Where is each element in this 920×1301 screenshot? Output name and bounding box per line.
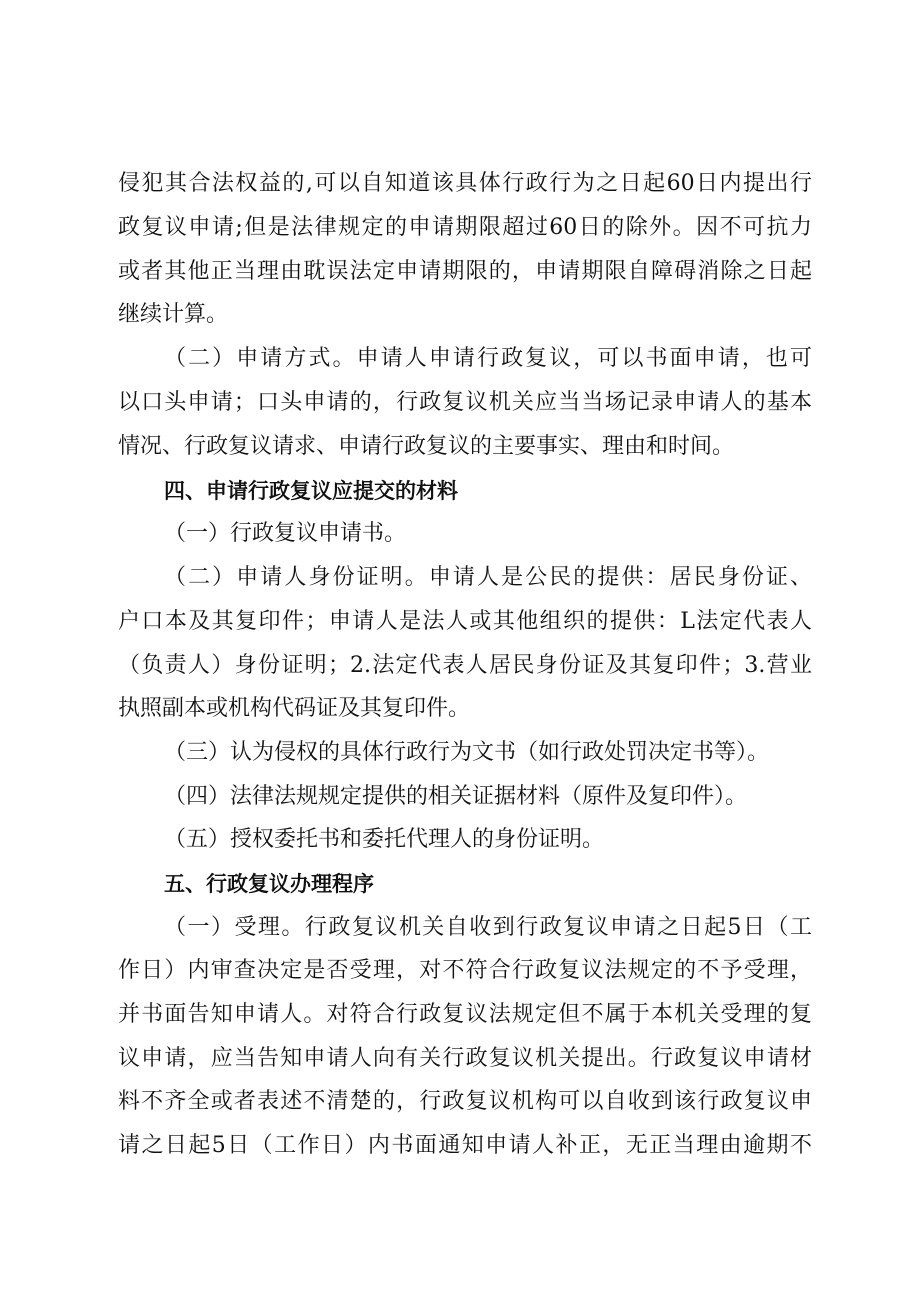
paragraph-line: 执照副本或机构代码证及其复印件。 xyxy=(118,696,471,721)
paragraph-line: 议申请，应当告知申请人向有关行政复议机关提出。行政复议申请材 xyxy=(118,1046,812,1071)
list-item: （三）认为侵权的具体行政行为文书（如行政处罚决定书等）。 xyxy=(164,740,770,765)
paragraph-line: 政复议申请;但是法律规定的申请期限超过60日的除外。因不可抗力 xyxy=(118,215,812,240)
list-item: （四）法律法规规定提供的相关证据材料（原件及复印件）。 xyxy=(164,784,748,809)
list-item: （一）行政复议申请书。 xyxy=(164,521,407,546)
paragraph-line: （二）申请方式。申请人申请行政复议，可以书面申请，也可 xyxy=(164,346,812,371)
paragraph-line: 侵犯其合法权益的,可以自知道该具体行政行为之日起60日内提出行 xyxy=(118,171,812,196)
paragraph-line: 以口头申请；口头申请的，行政复议机关应当当场记录申请人的基本 xyxy=(118,390,812,415)
paragraph-line: 继续计算。 xyxy=(118,302,229,327)
section-heading: 四、申请行政复议应提交的材料 xyxy=(164,479,458,503)
paragraph-line: 请之日起5日（工作日）内书面通知申请人补正，无正当理由逾期不 xyxy=(118,1133,812,1158)
paragraph-line: （负责人）身份证明；2.法定代表人居民身份证及其复印件；3.营业 xyxy=(118,653,812,678)
paragraph-line: 料不齐全或者表述不清楚的，行政复议机构可以自收到该行政复议申 xyxy=(118,1089,812,1114)
paragraph-line: （一）受理。行政复议机关自收到行政复议申请之日起5日（工 xyxy=(164,915,812,940)
list-item: （五）授权委托书和委托代理人的身份证明。 xyxy=(164,827,605,852)
paragraph-line: （二）申请人身份证明。申请人是公民的提供：居民身份证、 xyxy=(164,565,812,590)
paragraph-line: 情况、行政复议请求、申请行政复议的主要事实、理由和时间。 xyxy=(118,434,735,459)
paragraph-line: 并书面告知申请人。对符合行政复议法规定但不属于本机关受理的复 xyxy=(118,1002,812,1027)
paragraph-line: 户口本及其复印件；申请人是法人或其他组织的提供：L法定代表人 xyxy=(118,609,812,634)
section-heading: 五、行政复议办理程序 xyxy=(164,872,374,896)
paragraph-line: 或者其他正当理由耽误法定申请期限的，申请期限自障碍消除之日起 xyxy=(118,259,812,284)
paragraph-line: 作日）内审查决定是否受理，对不符合行政复议法规定的不予受理， xyxy=(118,958,812,983)
